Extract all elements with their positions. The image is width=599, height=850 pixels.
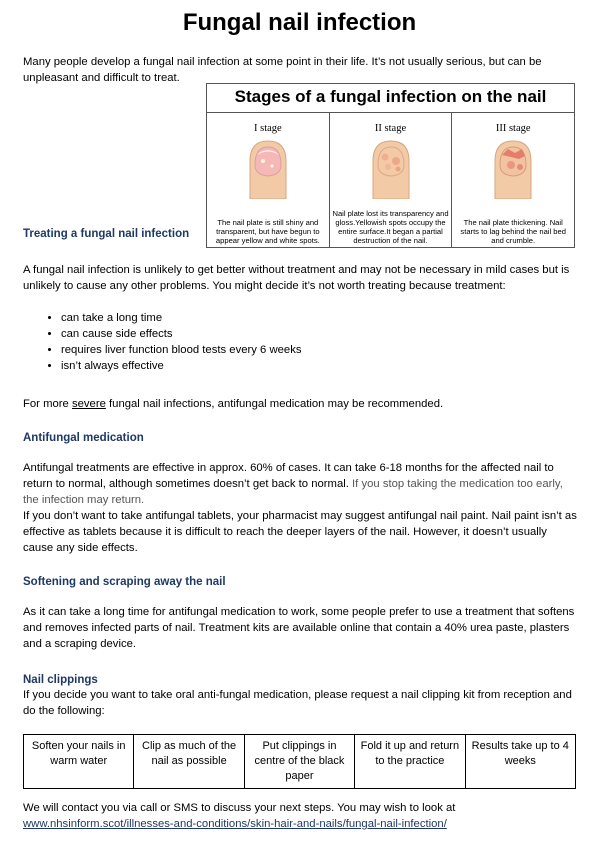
healthy-nail-image bbox=[246, 139, 290, 199]
infographic-title: Stages of a fungal infection on the nail bbox=[207, 84, 574, 113]
step-cell: Soften your nails in warm water bbox=[24, 735, 134, 789]
softening-heading: Softening and scraping away the nail bbox=[23, 576, 226, 588]
stages-infographic bbox=[206, 83, 575, 248]
softening-paragraph: As it can take a long time for antifungal medication to work, some people prefer to use a treatment that softens and removes infected parts of nail. Treatment kits are available online that contain a 40% urea paste, plasters and a scraping device. bbox=[23, 606, 575, 650]
nhs-inform-link[interactable]: www.nhsinform.scot/illnesses-and-conditions/skin-hair-and-nails/fungal-nail-infection/ bbox=[23, 818, 447, 830]
intro-paragraph: Many people develop a fungal nail infection at some point in their life. It’s not usually serious, but can be unpleasant and difficult to treat. bbox=[23, 56, 542, 84]
treating-paragraph: A fungal nail infection is unlikely to get better without treatment and may not be necessary in mild cases but is unlikely to cause any other problems. You might decide it’s not worth treating because treatment: bbox=[23, 264, 570, 292]
treatment-drawbacks-list bbox=[23, 310, 302, 374]
step-cell: Put clippings in centre of the black paper bbox=[244, 735, 354, 789]
page-title: Fungal nail infection bbox=[182, 9, 417, 36]
list-item: • can take a long time bbox=[61, 310, 302, 326]
damaged-nail-image bbox=[491, 139, 535, 199]
stage-1 bbox=[207, 113, 330, 248]
treating-heading: Treating a fungal nail infection bbox=[23, 228, 190, 240]
stage-description: Nail plate lost its transparency and gloss.Yellowish spots occupy the entire surface.It began a partial destruction of the nail. bbox=[332, 209, 449, 245]
list-item: • requires liver function blood tests every 6 weeks bbox=[61, 342, 302, 358]
infected-nail-image bbox=[369, 139, 413, 199]
stage-label: III stage bbox=[495, 123, 531, 134]
antifungal-paragraph: Antifungal treatments are effective in approx. 60% of cases. It can take 6-18 months for the affected nail to return to normal, although sometimes doesn’t get back to normal. If you stop taking the medication too early, the infection may return. If you don’t want to take antifungal tablets, your pharmacist may suggest antifungal nail paint. Nail paint isn’t as effective as tablets because it is difficult to reach the deeper layers of the nail. However, it doesn’t usually cause any side effects. bbox=[23, 462, 577, 554]
severe-paragraph: For more severe fungal nail infections, antifungal medication may be recommended. bbox=[23, 398, 444, 410]
stage-description: The nail plate is still shiny and transparent, but have begun to appear yellow and white spots. bbox=[215, 218, 320, 245]
footer-paragraph: We will contact you via call or SMS to discuss your next steps. You may wish to look at www.nhsinform.scot/illnesses-and-conditions/skin-hair-and-nails/fungal-nail-infection/ bbox=[23, 802, 456, 830]
stage-label: I stage bbox=[253, 123, 282, 134]
stage-3 bbox=[452, 113, 574, 248]
step-cell: Fold it up and return to the practice bbox=[355, 735, 465, 789]
list-item: • isn’t always effective bbox=[61, 358, 302, 374]
step-cell: Clip as much of the nail as possible bbox=[134, 735, 244, 789]
stage-description: The nail plate thickening. Nail starts to lag behind the nail bed and crumble. bbox=[460, 218, 566, 245]
nail-clippings-paragraph: If you decide you want to take oral anti-fungal medication, please request a nail clipping kit from reception and do the following: bbox=[23, 689, 572, 717]
stage-label: II stage bbox=[374, 123, 407, 134]
list-item: • can cause side effects bbox=[61, 326, 302, 342]
step-cell: Results take up to 4 weeks bbox=[465, 735, 575, 789]
antifungal-heading: Antifungal medication bbox=[23, 432, 144, 444]
severe-emphasis: severe bbox=[71, 398, 106, 410]
clipping-steps-table bbox=[23, 734, 576, 789]
nail-clippings-heading: Nail clippings bbox=[23, 674, 98, 686]
stage-2 bbox=[330, 113, 453, 248]
early-stop-warning: If you stop taking the medication too early, the infection may return. bbox=[23, 478, 563, 506]
